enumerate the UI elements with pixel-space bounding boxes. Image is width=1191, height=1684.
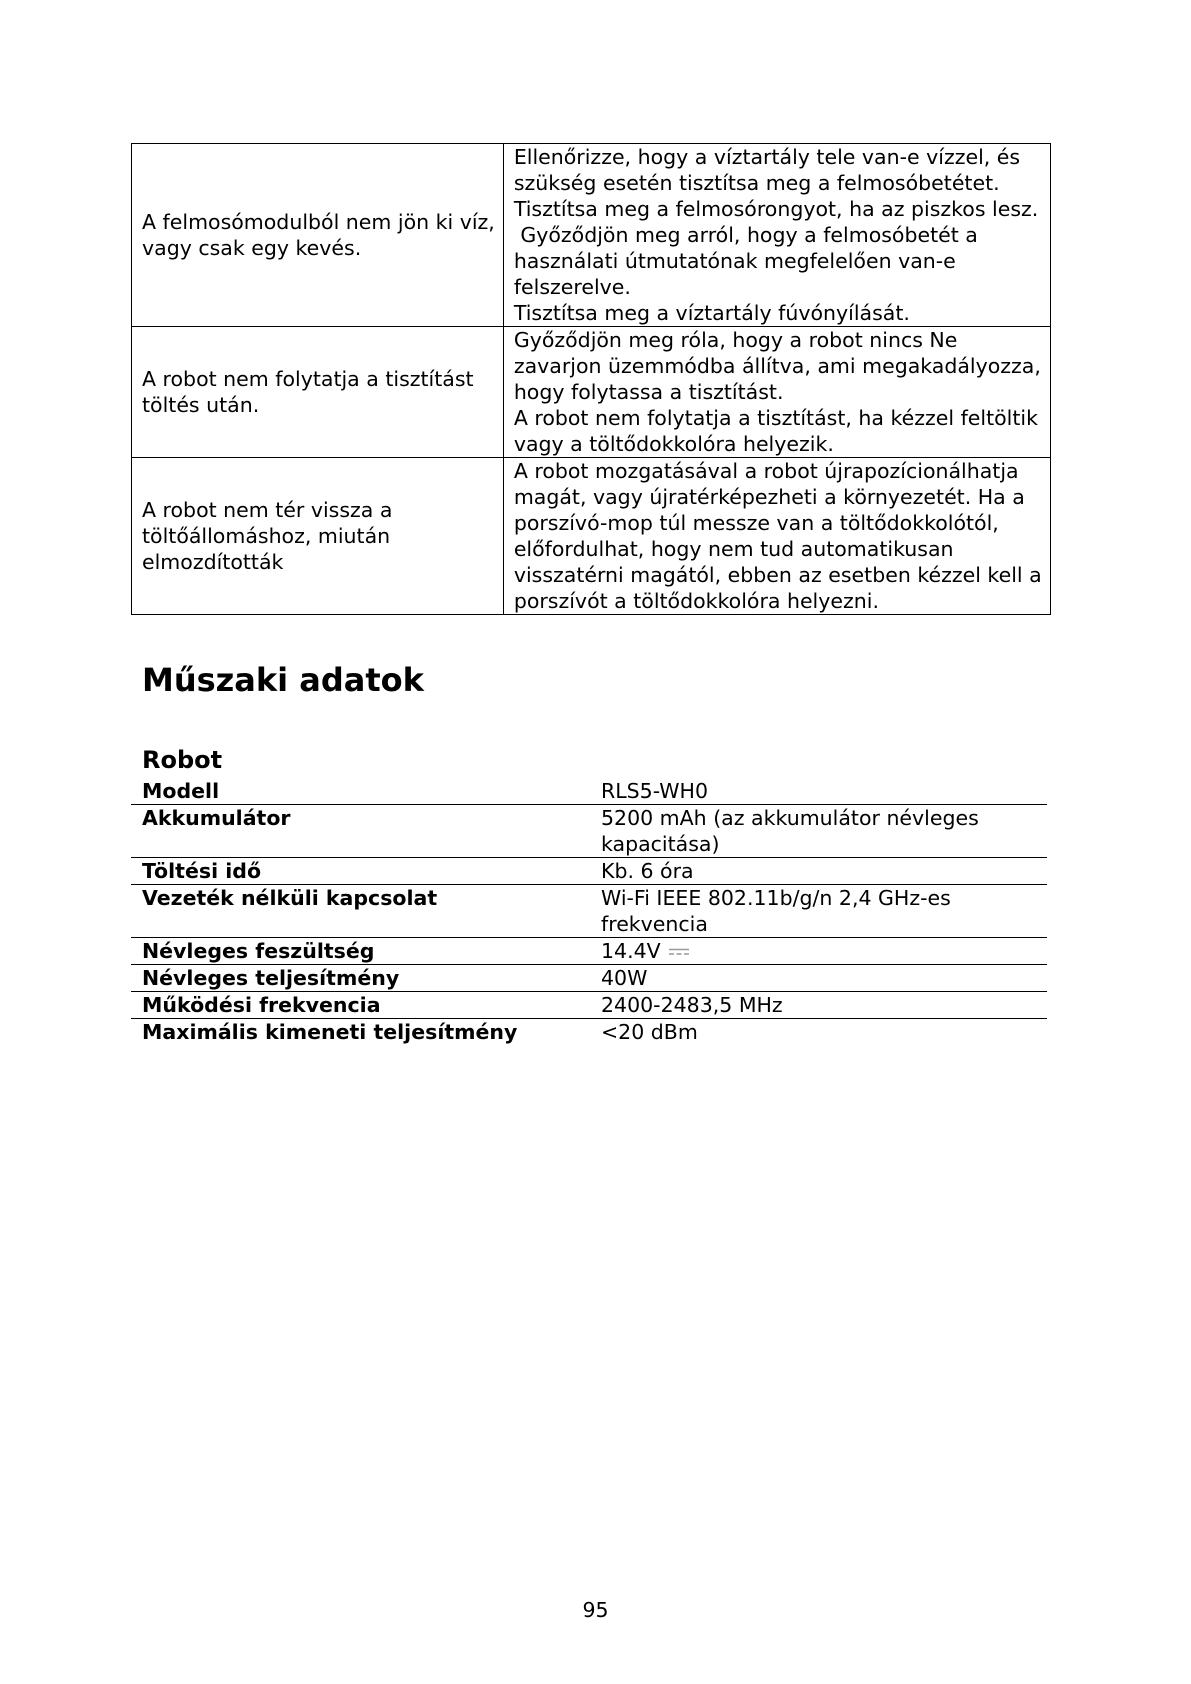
spec-row [131,885,1047,938]
spec-value: Kb. 6 óra [601,859,694,883]
spec-label: Akkumulátor [142,806,291,830]
spec-row [131,965,1047,992]
spec-label: Működési frekvencia [142,993,381,1017]
spec-value: 5200 mAh (az akkumulátor névleges kapacitása) [601,806,979,856]
solution-cell: Győződjön meg róla, hogy a robot nincs Ne zavarjon üzemmódba állítva, ami megakadályozza, hogy folytassa a tisztítást. A robot nem folytatja a tisztítást, ha kézzel feltöltik vagy a töltődokkolóra helyezik. [503,327,1050,458]
table-row [132,458,1051,615]
solution-cell: Ellenőrizze, hogy a víztartály tele van-e vízzel, és szükség esetén tisztítsa meg a felmosóbetétet. Tisztítsa meg a felmosórongyot, ha az piszkos lesz. Győződjön meg arról, hogy a felmosóbetét a használati útmutatónak megfelelően van-e felszerelve. Tisztítsa meg a víztartály fúvónyílását. [503,144,1050,327]
page-number: 95 [582,1598,609,1622]
spec-row [131,805,1047,858]
table-row [132,327,1051,458]
specs-table [131,778,1047,1045]
spec-label: Vezeték nélküli kapcsolat [142,886,438,910]
spec-value: Wi-Fi IEEE 802.11b/g/n 2,4 GHz-es frekvencia [601,886,951,936]
spec-row [131,992,1047,1019]
troubleshooting-table [131,143,1051,615]
solution-cell: A robot mozgatásával a robot újrapozícionálhatja magát, vagy újratérképezheti a környezetét. Ha a porszívó-mop túl messze van a töltődokkolótól, előfordulhat, hogy nem tud automatikusan visszatérni magától, ebben az esetben kézzel kell a porszívót a töltődokkolóra helyezni. [503,458,1050,615]
section-title: Műszaki adatok [142,661,424,699]
dc-voltage-icon [669,948,689,956]
table-row [132,144,1051,327]
spec-value: 40W [601,966,648,990]
spec-label: Töltési idő [142,859,262,883]
problem-cell: A robot nem tér vissza a töltőállomáshoz, miután elmozdították [132,458,504,615]
spec-row [131,858,1047,885]
spec-label: Maximális kimeneti teljesítmény [142,1020,518,1044]
spec-value: 14.4V [591,938,1047,965]
spec-row [131,778,1047,805]
problem-cell: A felmosómodulból nem jön ki víz, vagy csak egy kevés. [132,144,504,327]
problem-cell: A robot nem folytatja a tisztítást töltés után. [132,327,504,458]
spec-value: <20 dBm [601,1020,698,1044]
spec-value: 2400-2483,5 MHz [601,993,783,1017]
spec-label: Névleges teljesítmény [142,966,400,990]
spec-value: RLS5-WH0 [601,779,709,803]
spec-row [131,1019,1047,1046]
spec-row [131,938,1047,965]
spec-label: Modell [142,779,220,803]
subsection-title: Robot [142,746,223,774]
spec-label: Névleges feszültség [142,939,375,963]
